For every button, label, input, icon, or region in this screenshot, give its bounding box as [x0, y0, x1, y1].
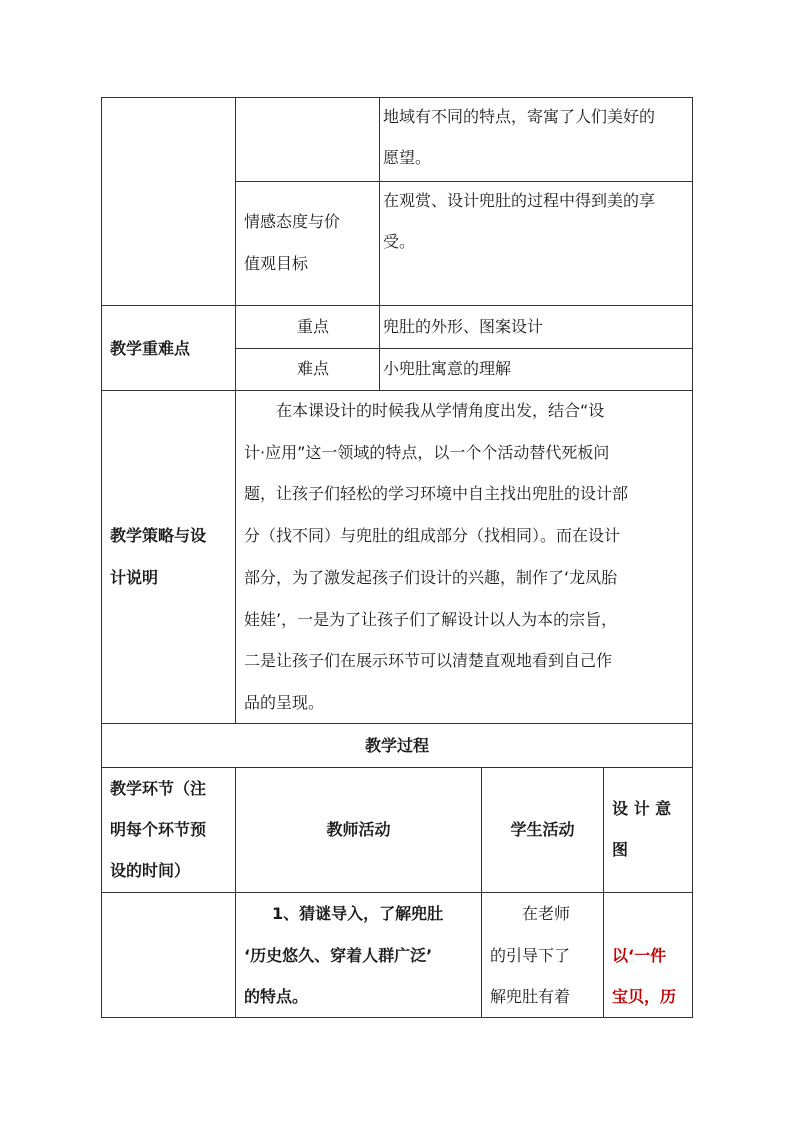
strategy-line: 娃娃’，一是为了让孩子们了解设计以人为本的宗旨，: [244, 610, 618, 629]
row1-student-line-3: 解兜肚有着: [490, 987, 571, 1006]
row1-teacher-line-3: 的特点。: [244, 987, 309, 1006]
diff-label: 难点: [297, 359, 330, 378]
emotion-label-line-1: 情感态度与价: [244, 212, 341, 231]
key-text: 兜肚的外形、图案设计: [383, 317, 544, 336]
strategy-line: 计·应用”这一领域的特点，以一个个活动替代死板问: [244, 443, 610, 462]
cell-objectives-left: [101, 97, 236, 306]
row1-intent-line-1: 以‘一件: [612, 946, 667, 965]
header-teacher: 教师活动: [326, 820, 391, 839]
header-stage-line-3: 设的时间）: [110, 861, 191, 880]
strategy-line: 分（找不同）与兜肚的组成部分（找相同）。而在设计: [244, 526, 621, 545]
strategy-line: 在本课设计的时候我从学情角度出发，结合“设: [276, 401, 605, 420]
row1-teacher-line-2: ‘历史悠久、穿着人群广泛’: [244, 946, 433, 965]
objectives-line-1: 地域有不同的特点，寄寓了人们美好的: [383, 107, 656, 126]
row1-student-line-2: 的引导下了: [490, 946, 571, 965]
row1-student-line-1: 在老师: [522, 904, 571, 923]
header-stage-line-2: 明每个环节预: [110, 820, 207, 839]
cell-row1-stage: [101, 892, 236, 1018]
cell-objectives-mid: [235, 97, 380, 182]
emotion-text-line-1: 在观赏、设计兜肚的过程中得到美的享: [383, 191, 656, 210]
strategy-label-line-2: 计说明: [110, 568, 159, 587]
strategy-line: 部分，为了激发起孩子们设计的兴趣，制作了‘龙凤胎: [244, 568, 618, 587]
header-student: 学生活动: [510, 820, 575, 839]
row1-intent-line-2: 宝贝，历: [612, 987, 677, 1006]
strategy-label-line-1: 教学策略与设: [110, 526, 207, 545]
process-title: 教学过程: [364, 736, 429, 755]
keydiff-label: 教学重难点: [110, 339, 191, 358]
emotion-text-line-2: 受。: [383, 232, 416, 251]
row1-teacher-line-1: 1、猜谜导入，了解兜肚: [272, 904, 444, 923]
strategy-line: 二是让孩子们在展示环节可以清楚直观地看到自己作: [244, 651, 613, 670]
diff-text: 小兜肚寓意的理解: [383, 359, 512, 378]
header-stage-line-1: 教学环节（注: [110, 779, 207, 798]
strategy-line: 品的呈现。: [244, 693, 325, 712]
emotion-label-line-2: 值观目标: [244, 254, 309, 273]
header-intent-line-1: 设 计 意: [612, 799, 672, 818]
objectives-line-2: 愿望。: [383, 148, 432, 167]
header-intent-line-2: 图: [612, 840, 629, 859]
strategy-line: 题，让孩子们轻松的学习环境中自主找出兜肚的设计部: [244, 484, 629, 503]
key-label: 重点: [297, 317, 330, 336]
